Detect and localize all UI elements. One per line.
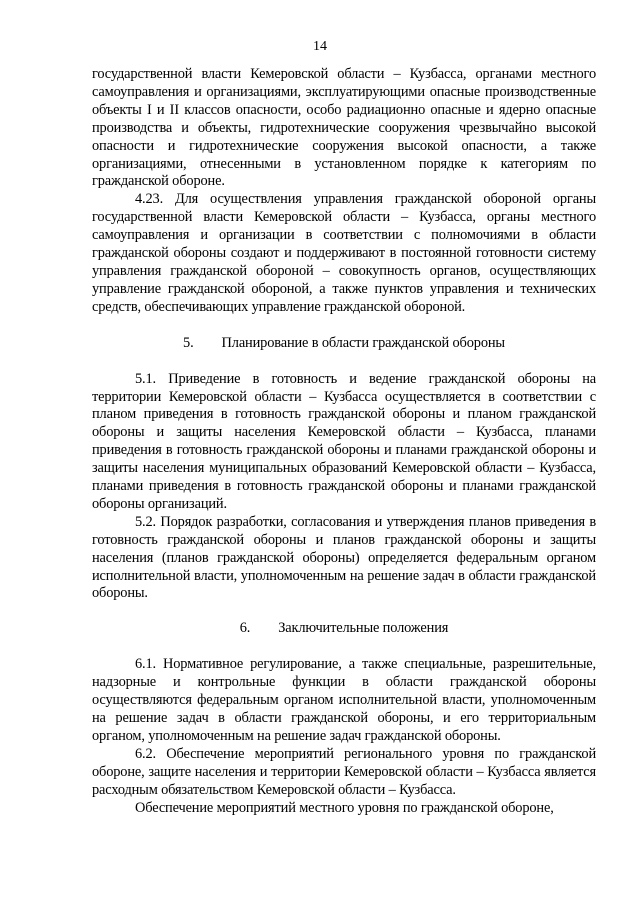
section-6-number: 6. <box>239 620 251 637</box>
paragraph-5-2: 5.2. Порядок разработки, согласования и утверждения планов приведения в готовность гражданской обороны и планов гражданской обороны и защиты населения (планов гражданской обороны) определяется федеральным органом исполнительной власти, уполномоченным на решение задач в области гражданской обороны. <box>92 513 596 602</box>
page-number: 14 <box>313 39 327 54</box>
section-5-number: 5. <box>183 334 194 351</box>
section-5-heading <box>92 335 596 353</box>
section-6-heading <box>92 620 596 638</box>
section-6-title: Заключительные положения <box>278 620 449 637</box>
paragraph-4-23: 4.23. Для осуществления управления гражданской обороной органы государственной власти Кемеровской области – Кузбасса, органы местного самоуправления и организации в соответствии с полномочиями в области гражданской обороны создают и поддерживают в постоянной готовности систему управления гражданской обороной – совокупность органов, осуществляющих управление гражданской обороной, а также пунктов управления и технических средств, обеспечивающих управление гражданской обороной. <box>92 191 596 315</box>
paragraph-continuation: государственной власти Кемеровской области – Кузбасса, органами местного самоуправления и организациями, эксплуатирующими опасные производственные объекты I и II классов опасности, особо радиационно опасные и ядерно опасные производства и объекты, гидротехнические сооружения чрезвычайно высокой опасности и гидротехнические сооружения высокой опасности, а также организациями, отнесенными в установленном порядке к категориям по гражданской обороне. <box>92 66 596 190</box>
paragraph-6-2-continued: Обеспечение мероприятий местного уровня по гражданской обороне, <box>135 799 554 816</box>
paragraph-6-2: 6.2. Обеспечение мероприятий регионального уровня по гражданской обороне, защите населения и территории Кемеровской области – Кузбасса является расходным обязательством Кемеровской области – Кузбасса. <box>92 745 596 798</box>
section-5-title: Планирование в области гражданской обороны <box>221 334 505 351</box>
paragraph-6-1: 6.1. Нормативное регулирование, а также специальные, разрешительные, надзорные и контрольные функции в области гражданской обороны осуществляются федеральным органом исполнительной власти, уполномоченным на решение задач в области гражданской обороны, и его территориальным органом, уполномоченным на решение задач гражданской обороны. <box>92 656 596 744</box>
document-body <box>92 66 596 817</box>
paragraph-5-1: 5.1. Приведение в готовность и ведение гражданской обороны на территории Кемеровской области – Кузбасса осуществляется в соответствии с планом приведения в готовность гражданской обороны и планом гражданской обороны и защиты населения Кемеровской области – Кузбасса, планами приведения в готовность гражданской обороны и планами гражданской обороны и защиты населения муниципальных образований Кемеровской области – Кузбасса, планами приведения в готовность гражданской обороны и планами гражданской обороны организаций. <box>92 370 596 512</box>
